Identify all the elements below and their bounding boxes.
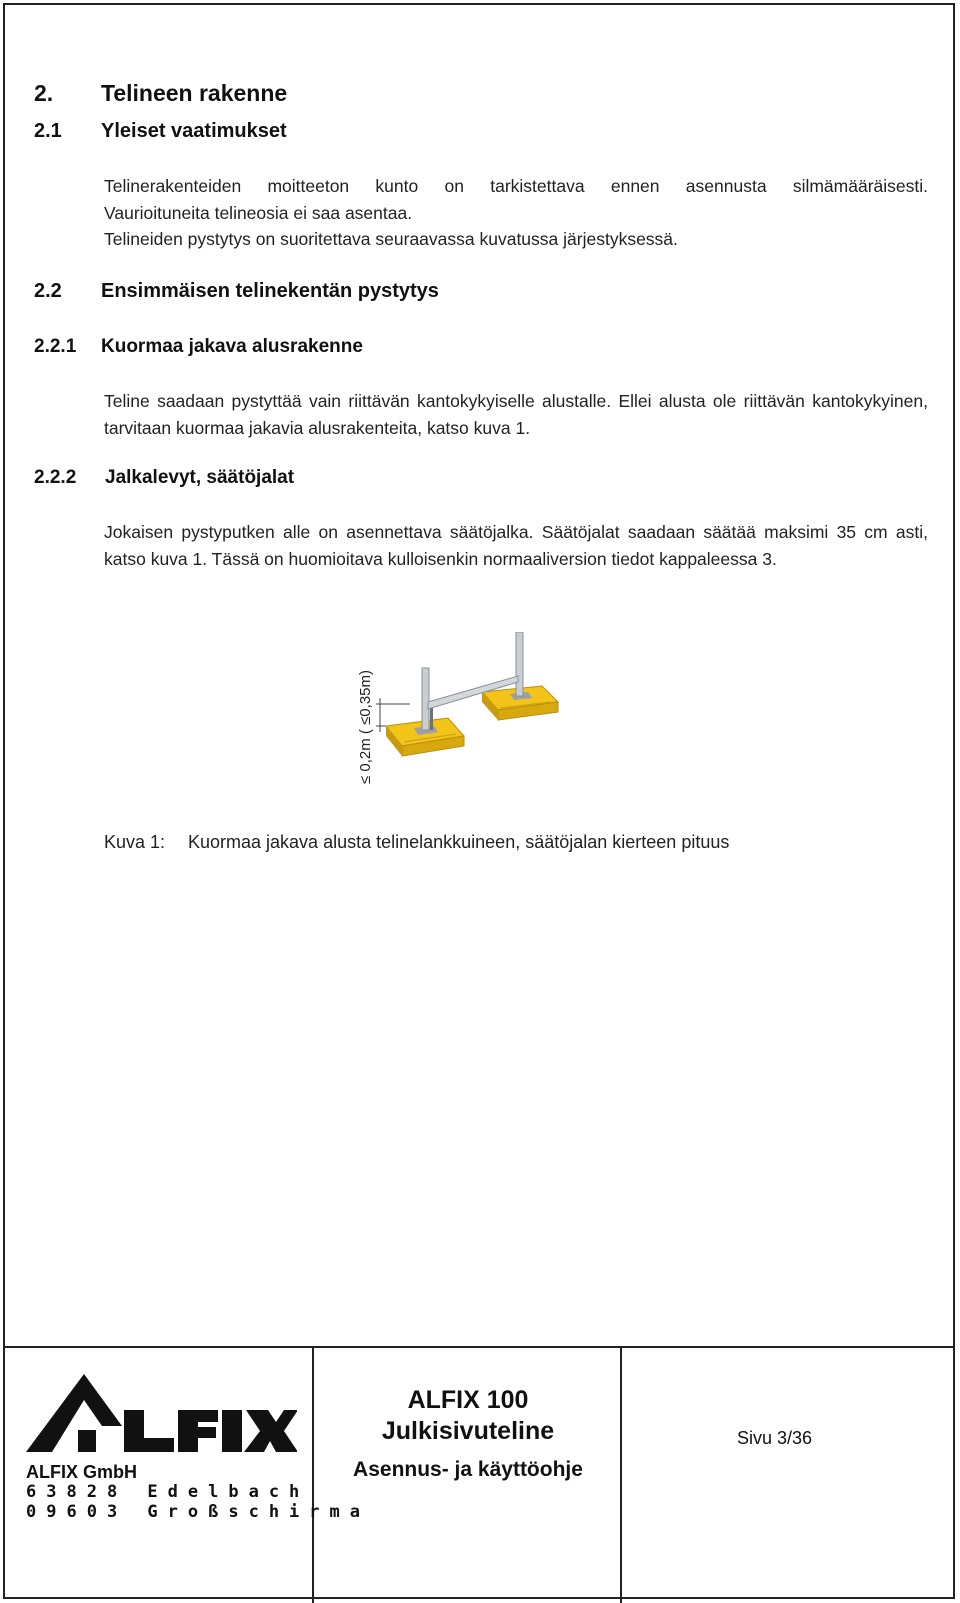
section-title: Telineen rakenne: [101, 80, 288, 106]
paragraph: Teline saadaan pystyttää vain riittävän kantokykyiselle alustalle. Ellei alusta ole riittävän kantokykyinen, tarvitaan kuormaa jakavia alusrakenteita, katso kuva 1.: [104, 391, 928, 438]
section-title: Kuormaa jakava alusrakenne: [101, 336, 363, 357]
paragraph: Jokaisen pystyputken alle on asennettava säätöjalka. Säätöjalat saadaan säätää maksimi 35 cm asti, katso kuva 1. Tässä on huomioitava kulloisenkin normaaliversion tiedot kappaleessa 3.: [104, 522, 928, 569]
section-2-1-heading: [34, 120, 287, 143]
caption-text: Kuormaa jakava alusta telinelankkuineen, säätöjalan kierteen pituus: [188, 832, 730, 852]
section-2-2-1-heading: [34, 336, 363, 358]
section-number: 2.2: [34, 280, 62, 302]
footer-divider: [5, 1346, 955, 1348]
dimension-label: ≤ 0,2m ( ≤0,35m): [357, 670, 374, 784]
section-title: Ensimmäisen telinekentän pystytys: [101, 280, 439, 302]
footer-column-divider: [620, 1346, 622, 1603]
section-title: Yleiset vaatimukset: [101, 120, 287, 142]
section-title: Jalkalevyt, säätöjalat: [105, 467, 295, 488]
page-number: Sivu 3/36: [737, 1428, 813, 1448]
alfix-logo: [22, 1370, 297, 1460]
section-number: 2.: [34, 80, 54, 106]
product-subtitle: Julkisivuteline: [381, 1417, 555, 1445]
figure-caption: [104, 832, 729, 853]
section-2-1-body: [104, 173, 928, 253]
base-plate-figure: [350, 632, 580, 802]
company-address-line: 63828 Edelbach: [26, 1482, 310, 1502]
paragraph: Telineiden pystytys on suoritettava seuraavassa kuvatussa järjestyksessä.: [104, 229, 678, 249]
section-number: 2.2.2: [34, 467, 77, 488]
paragraph: Vaurioituneita telineosia ei saa asentaa.: [104, 202, 413, 223]
section-2-heading: [34, 80, 287, 107]
company-address-line: 09603 Großschirma: [26, 1502, 370, 1522]
paragraph: Telinerakenteiden moitteeton kunto on tarkistettava ennen asennusta silmämääräisesti.: [104, 176, 928, 196]
section-2-2-1-body: [104, 388, 928, 441]
company-name: ALFIX GmbH: [26, 1462, 137, 1482]
section-number: 2.2.1: [34, 336, 77, 357]
section-2-2-2-heading: [34, 467, 294, 489]
product-name: ALFIX 100: [407, 1386, 529, 1414]
section-2-2-2-body: [104, 519, 928, 572]
caption-label: Kuva 1:: [104, 832, 166, 852]
document-type: Asennus- ja käyttöohje: [353, 1458, 583, 1481]
section-2-2-heading: [34, 280, 439, 303]
section-number: 2.1: [34, 120, 62, 142]
